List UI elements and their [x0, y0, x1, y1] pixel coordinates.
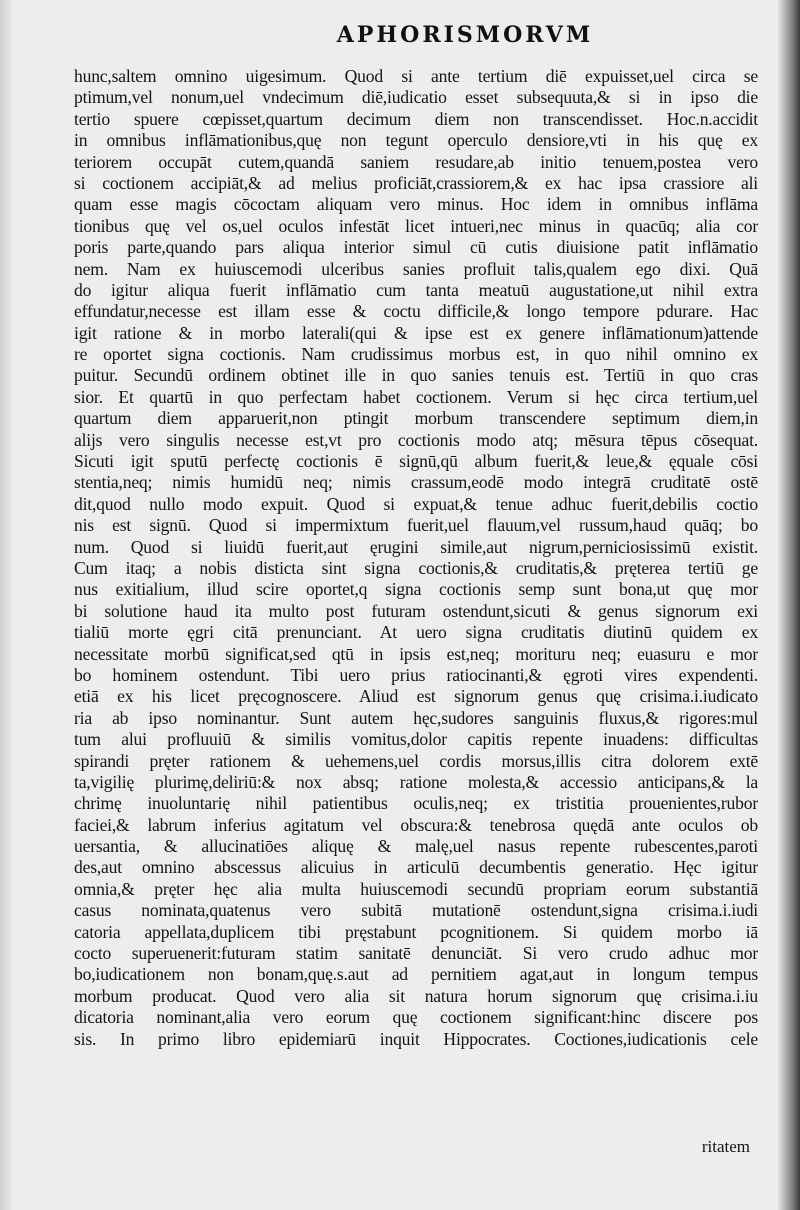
text-line: nis est signū. Quod si impermixtum fuerit,uel flauum,vel russum,haud quāq; bo [74, 515, 758, 536]
text-line: num. Quod si liuidū fuerit,aut ęrugini simile,aut nigrum,perniciosissimū existit. [74, 536, 758, 557]
text-line: sis. In primo libro epidemiarū inquit Hippocrates. Coctiones,iudicationis cele [74, 1028, 758, 1049]
catchword: ritatem [701, 1137, 750, 1156]
text-line: dit,quod nullo modo expuit. Quod si expuat,& tenue adhuc fuerit,debilis coctio [74, 493, 758, 514]
text-line: sior. Et quartū in quo perfectam habet coctionem. Verum si hęc circa tertium,uel [74, 386, 758, 407]
text-line: ta,vigilię plurimę,deliriū:& nox absq; ratione molesta,& accessio anticipans,& la [74, 771, 758, 792]
running-head: APHORISMORVM [336, 22, 594, 48]
text-line: quam esse magis cōcoctam aliquam vero minus. Hoc idem in omnibus inflāma [74, 194, 758, 215]
text-line: casus nominata,quatenus vero subitā mutationē ostendunt,signa crisima.i.iudi [74, 900, 758, 921]
text-line: morbum producat. Quod vero alia sit natura horum signorum quę crisima.i.iu [74, 985, 758, 1006]
text-line: effundatur,necesse est illam esse & coctu difficile,& longo tempore pdurare. Hac [74, 301, 758, 322]
text-line: faciei,& labrum inferius agitatum vel obscura:& tenebrosa quędā ante oculos ob [74, 814, 758, 835]
text-line: tionibus quę vel os,uel oculos infestāt licet intueri,nec minus in quacūq; alia cor [74, 215, 758, 236]
printed-page [60, 14, 760, 1184]
text-line: des,aut omnino abscessus alicuius in articulū decumbentis generatio. Hęc igitur [74, 857, 758, 878]
text-line: Cum itaq; a nobis disticta sint signa coctionis,& cruditatis,& pręterea tertiū ge [74, 557, 758, 578]
text-line: necessitate morbū significat,sed qtū in ipsis est,neq; morituru neq; euasuru e mor [74, 643, 758, 664]
text-line: tum alui profluuiū & similis vomitus,dolor capitis repente inuadens: difficultas [74, 729, 758, 750]
text-line: quartum diem apparuerit,non ptingit morbum transcendere septimum diem,in [74, 408, 758, 429]
text-line: teriorem occupāt cutem,quandā saniem resudare,ab initio tenuem,postea vero [74, 151, 758, 172]
text-line: ptimum,vel nonum,uel vndecimum diē,iudicatio esset subsequuta,& si in ipso die [74, 87, 758, 108]
body-text [74, 66, 758, 1050]
text-line: do igitur aliqua fuerit inflāmatio cum tanta meatuū augustatione,ut nihil extra [74, 279, 758, 300]
text-line: spirandi pręter rationem & uehemens,uel cordis morsus,illis citra dolorem extē [74, 750, 758, 771]
text-line: tertio spuere cœpisset,quartum decimum diem non transcendisset. Hoc.n.accidit [74, 108, 758, 129]
text-line: re oportet signa coctionis. Nam crudissimus morbus est, in quo nihil omnino ex [74, 344, 758, 365]
text-line: uersantia, & allucinatiōes aliquę & malę,uel nasus repente rubescentes,paroti [74, 836, 758, 857]
text-line: omnia,& pręter hęc alia multa huiuscemodi secundū propriam eorum substantiā [74, 878, 758, 899]
text-line: chrimę inuoluntarię nihil patientibus oculis,neq; ex tristitia prouenientes,rubor [74, 793, 758, 814]
text-line: ria ab ipso nominantur. Sunt autem hęc,sudores sanguinis fluxus,& rigores:mul [74, 707, 758, 728]
text-line: hunc,saltem omnino uigesimum. Quod si ante tertium diē expuisset,uel circa se [74, 66, 758, 86]
text-line: Sicuti igit sputū perfectę coctionis ē signū,qū album fuerit,& leue,& ęquale cōsi [74, 451, 758, 472]
text-line: si coctionem accipiāt,& ad melius proficiāt,crassiorem,& ex hac ipsa crassiore ali [74, 172, 758, 193]
text-line: bo,iudicationem non bonam,quę.s.aut ad pernitiem agat,aut in longum tempus [74, 964, 758, 985]
text-line: bi solutione haud ita multo post futuram ostendunt,sicuti & genus signorum exi [74, 600, 758, 621]
text-line: puitur. Secundū ordinem obtinet ille in quo sanies tenuis est. Tertiū in quo cras [74, 365, 758, 386]
text-line: poris parte,quando pars aliqua interior simul cū cutis diuisione patit inflāmatio [74, 237, 758, 258]
text-line: stentia,neq; nimis humidū neq; nimis crassum,eodē modo integrā cruditatē ostē [74, 472, 758, 493]
text-line: bo hominem ostendunt. Tibi uero prius ratiocinanti,& ęgroti vires expendenti. [74, 664, 758, 685]
text-line: nem. Nam ex huiuscemodi ulceribus sanies profluit talis,qualem ego dixi. Quā [74, 258, 758, 279]
text-line: alijs vero singulis necesse est,vt pro coctionis modo atq; mēsura tēpus cōsequat. [74, 429, 758, 450]
text-line: cocto superuenerit:futuram statim sanitatē denunciāt. Si vero crudo adhuc mor [74, 943, 758, 964]
text-line: catoria appellata,duplicem tibi pręstabunt pcognitionem. Si quidem morbo iā [74, 921, 758, 942]
text-line: in omnibus inflāmationibus,quę non tegunt operculo densiore,vti in his quę ex [74, 130, 758, 151]
right-binding-shadow [778, 0, 800, 1210]
text-line: dicatoria nominant,alia vero eorum quę coctionem significant:hinc discere pos [74, 1007, 758, 1028]
text-line: etiā ex his licet pręcognoscere. Aliud est signorum genus quę crisima.i.iudicato [74, 686, 758, 707]
text-line: nus exitialium, illud scire oportet,q signa coctionis semp sunt bona,ut quę mor [74, 579, 758, 600]
left-page-edge [0, 0, 14, 1210]
text-line: tialiū morte ęgri citā prenunciant. At uero signa cruditatis diutinū quidem ex [74, 622, 758, 643]
text-line: igit ratione & in morbo laterali(qui & ipse est ex genere inflāmationum)attende [74, 322, 758, 343]
